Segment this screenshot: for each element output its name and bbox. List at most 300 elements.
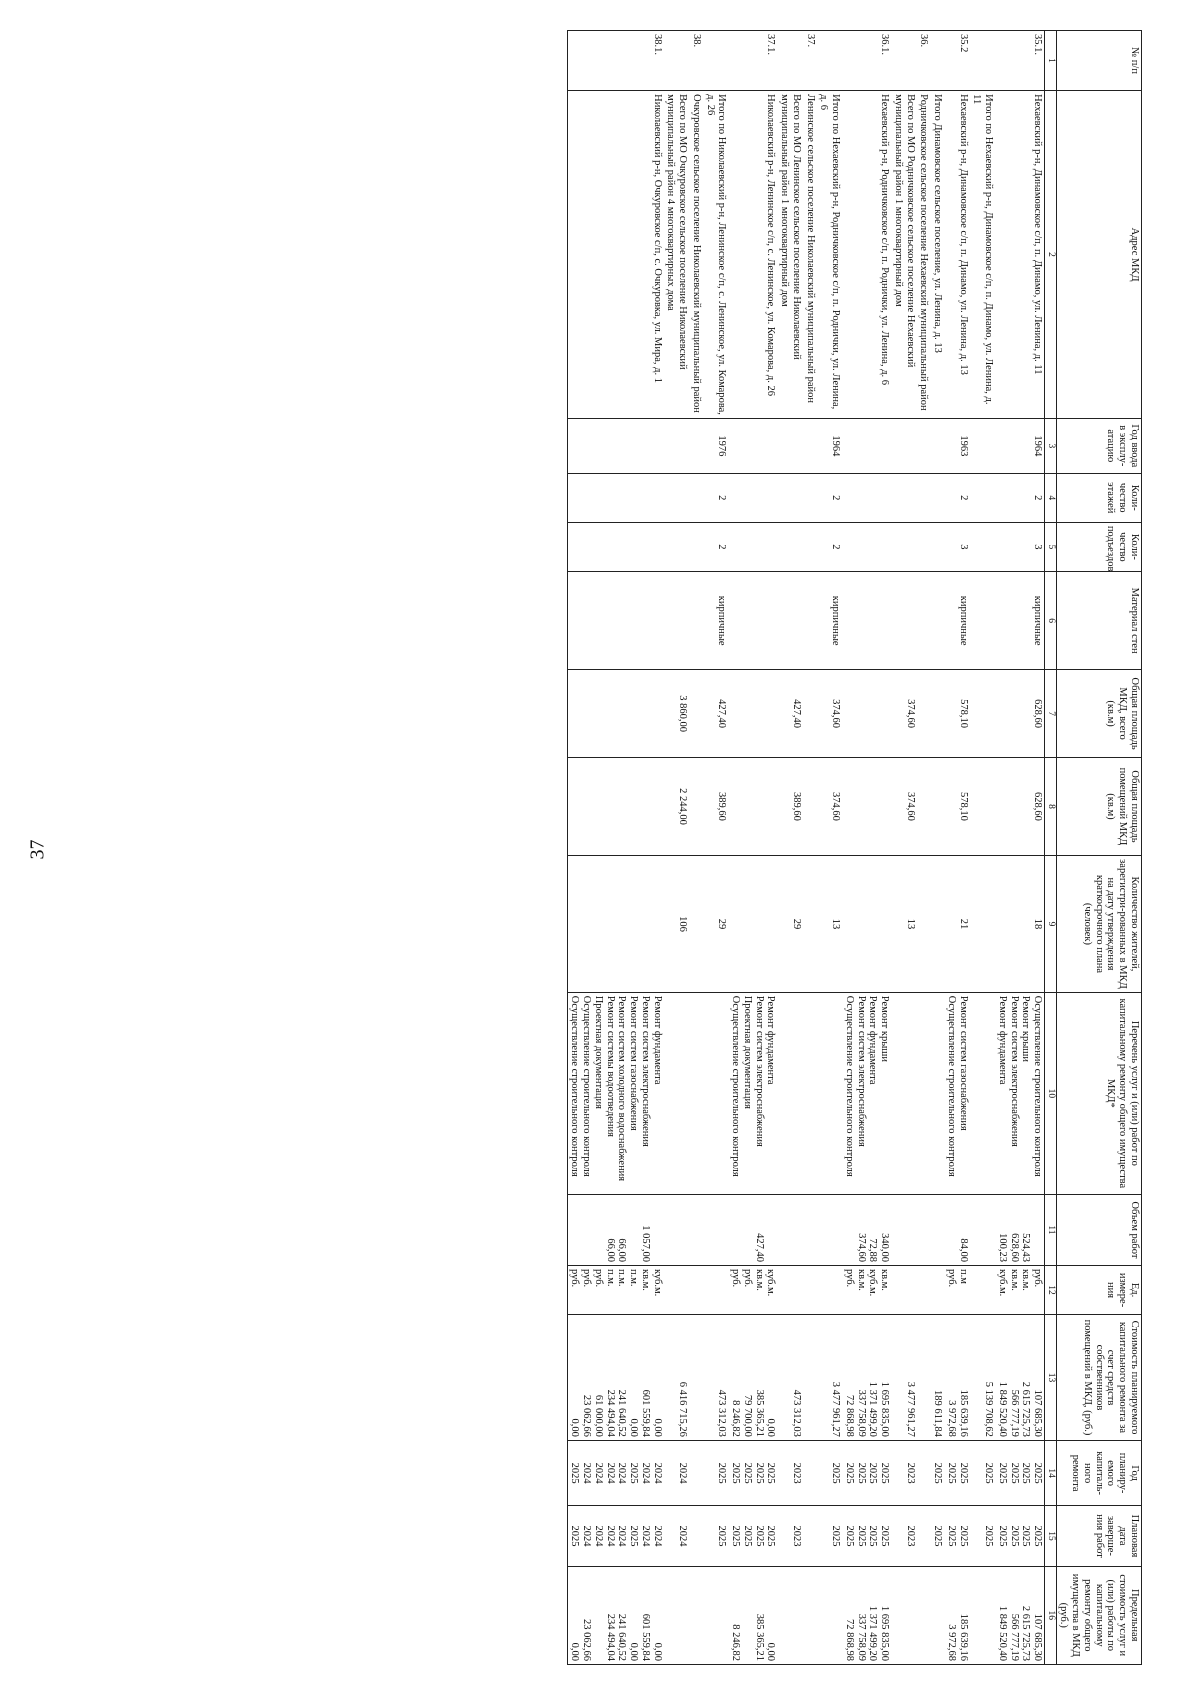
column-number: 11 bbox=[1045, 1194, 1057, 1265]
cost-cell bbox=[842, 1315, 891, 1441]
end-year-cell bbox=[944, 1506, 970, 1566]
cost-line: 473 312,03 bbox=[790, 1389, 802, 1437]
column-number: 7 bbox=[1045, 670, 1057, 757]
end-year-cell bbox=[728, 1506, 777, 1566]
residents-cell bbox=[970, 856, 996, 993]
volume-cell bbox=[891, 1194, 917, 1265]
wall-material-cell bbox=[689, 571, 703, 669]
volume-line: 84,00 bbox=[957, 1238, 969, 1262]
address-cell: Очкуровское сельское поселение Николаевский муниципальный район bbox=[689, 91, 703, 419]
works-line: Проектная документация bbox=[592, 995, 604, 1109]
limit-cost-line bbox=[790, 1570, 802, 1661]
works-cell bbox=[567, 992, 664, 1194]
address-cell: Всего по МО Родничковское сельское поселение Нехаевский муниципальный район 1 многоквартирный дом bbox=[891, 91, 917, 419]
volume-cell bbox=[995, 1194, 1045, 1265]
end-year-line: 2025 bbox=[855, 1525, 867, 1547]
plan-year-cell bbox=[664, 1440, 690, 1506]
end-year-cell bbox=[703, 1506, 729, 1566]
unit-line: п.м. bbox=[616, 1268, 628, 1287]
plan-year-cell bbox=[891, 1440, 917, 1506]
unit-line: руб. bbox=[1032, 1268, 1044, 1288]
works-cell bbox=[728, 992, 777, 1194]
volume-line bbox=[569, 1198, 581, 1262]
table-row bbox=[842, 31, 891, 1665]
unit-line: кв.м. bbox=[639, 1268, 651, 1291]
end-year-cell bbox=[777, 1506, 803, 1566]
works-cell bbox=[689, 992, 703, 1194]
plan-year-cell bbox=[995, 1440, 1045, 1506]
cost-line: 61 000,00 bbox=[592, 1394, 604, 1437]
total-area-cell: 578,10 bbox=[944, 670, 970, 757]
limit-cost-line bbox=[716, 1570, 728, 1661]
plan-year-line: 2024 bbox=[639, 1462, 651, 1484]
end-year-cell bbox=[930, 1506, 944, 1566]
wall-material-cell bbox=[728, 571, 777, 669]
limit-cost-line bbox=[592, 1570, 604, 1661]
volume-cell bbox=[777, 1194, 803, 1265]
entrances-cell bbox=[970, 522, 996, 571]
end-year-cell bbox=[689, 1506, 703, 1566]
unit-cell bbox=[689, 1265, 703, 1314]
plan-year-cell bbox=[930, 1440, 944, 1506]
floors-cell: 2 bbox=[703, 473, 729, 522]
unit-line: руб. bbox=[569, 1268, 581, 1288]
unit-cell bbox=[917, 1265, 931, 1314]
volume-cell bbox=[567, 1194, 664, 1265]
end-year-line: 2025 bbox=[830, 1525, 842, 1547]
limit-cost-cell bbox=[689, 1566, 703, 1664]
residents-cell bbox=[803, 856, 817, 993]
end-year-cell bbox=[567, 1506, 664, 1566]
works-line: Ремонт крыши bbox=[879, 995, 891, 1062]
limit-cost-line: 0,00 bbox=[651, 1642, 663, 1661]
plan-year-cell bbox=[944, 1440, 970, 1506]
limit-cost-cell bbox=[917, 1566, 931, 1664]
total-area-cell bbox=[689, 670, 703, 757]
end-year-line: 2024 bbox=[677, 1525, 689, 1547]
address-cell: Итого по Николаевский р-н, Ленинское с/п, с. Ленинское, ул. Комарова, д. 26 bbox=[703, 91, 729, 419]
row-number-cell bbox=[891, 31, 917, 91]
row-number-cell: 38. bbox=[689, 31, 703, 91]
unit-line: кв.м. bbox=[1020, 1268, 1032, 1291]
year-cell bbox=[917, 419, 931, 474]
plan-year-cell bbox=[970, 1440, 996, 1506]
plan-year-cell bbox=[777, 1440, 803, 1506]
works-line: Ремонт фундамента bbox=[996, 995, 1008, 1085]
works-line: Осуществление строительного контроля bbox=[730, 995, 742, 1177]
cost-line: 189 611,84 bbox=[932, 1389, 944, 1437]
header-cell: Ед. измере-ния bbox=[1056, 1265, 1141, 1314]
entrances-cell bbox=[930, 522, 944, 571]
volume-line bbox=[627, 1198, 639, 1262]
end-year-cell bbox=[970, 1506, 996, 1566]
works-line: Ремонт систем газоснабжения bbox=[957, 995, 969, 1131]
limit-cost-line bbox=[982, 1570, 994, 1661]
plan-year-line: 2025 bbox=[879, 1462, 891, 1484]
works-line: Ремонт фундамента bbox=[765, 995, 777, 1085]
entrances-cell bbox=[777, 522, 803, 571]
end-year-cell bbox=[664, 1506, 690, 1566]
volume-line: 66,00 bbox=[604, 1238, 616, 1262]
volume-line: 72,88 bbox=[867, 1238, 879, 1262]
limit-cost-line: 0,00 bbox=[569, 1642, 581, 1661]
unit-cell bbox=[703, 1265, 729, 1314]
year-cell bbox=[777, 419, 803, 474]
works-cell bbox=[842, 992, 891, 1194]
plan-year-line: 2025 bbox=[765, 1462, 777, 1484]
cost-line: 79 700,00 bbox=[741, 1394, 753, 1437]
end-year-line: 2025 bbox=[957, 1525, 969, 1547]
plan-year-cell bbox=[703, 1440, 729, 1506]
column-number: 1 bbox=[1045, 31, 1057, 91]
end-year-line: 2024 bbox=[651, 1525, 663, 1547]
rooms-area-cell: 389,60 bbox=[703, 757, 729, 855]
wall-material-cell bbox=[917, 571, 931, 669]
limit-cost-line: 385 365,21 bbox=[753, 1613, 765, 1661]
volume-cell bbox=[917, 1194, 931, 1265]
volume-line bbox=[843, 1198, 855, 1262]
volume-line bbox=[945, 1198, 957, 1262]
works-line: Ремонт систем электроснабжения bbox=[639, 995, 651, 1147]
year-cell: 1976 bbox=[703, 419, 729, 474]
wall-material-cell bbox=[970, 571, 996, 669]
volume-cell bbox=[728, 1194, 777, 1265]
address-cell: Нехаевский р-н, Родничковское с/п, п. Роднички, ул. Ленина, д. 6 bbox=[842, 91, 891, 419]
header-cell: Предельная стоимость услуг и (или) работы по капитальному ремонту общего имущества в МКД (руб.) bbox=[1056, 1566, 1141, 1664]
end-year-line: 2025 bbox=[716, 1525, 728, 1547]
limit-cost-line: 241 640,52 bbox=[616, 1613, 628, 1661]
header-cell: Объем работ bbox=[1056, 1194, 1141, 1265]
row-number-cell: 37. bbox=[803, 31, 817, 91]
limit-cost-cell bbox=[567, 1566, 664, 1664]
unit-line: п.м. bbox=[604, 1268, 616, 1287]
works-line: Осуществление строительного контроля bbox=[569, 995, 581, 1177]
residents-cell bbox=[567, 856, 664, 993]
table-row bbox=[777, 31, 803, 1665]
works-cell bbox=[930, 992, 944, 1194]
column-number: 3 bbox=[1045, 419, 1057, 474]
cost-line: 234 494,04 bbox=[604, 1389, 616, 1437]
limit-cost-line: 234 494,04 bbox=[604, 1613, 616, 1661]
floors-cell bbox=[664, 473, 690, 522]
table-row bbox=[567, 31, 664, 1665]
table-row bbox=[995, 31, 1045, 1665]
header-cell: Количество жителей, зарегистри-рованных в МКД на дату утверждения краткосрочного плана (человек) bbox=[1056, 856, 1141, 993]
row-number-cell bbox=[703, 31, 729, 91]
cost-cell bbox=[817, 1315, 843, 1441]
end-year-line: 2025 bbox=[1032, 1525, 1044, 1547]
works-line: Ремонт систем холодного водоснабжения bbox=[616, 995, 628, 1182]
end-year-line: 2025 bbox=[983, 1525, 995, 1547]
cost-line: 566 777,19 bbox=[1008, 1389, 1020, 1437]
row-number-cell bbox=[970, 31, 996, 91]
plan-year-line: 2025 bbox=[730, 1462, 742, 1484]
works-line: Проектная документация bbox=[741, 995, 753, 1109]
plan-year-line: 2025 bbox=[569, 1462, 581, 1484]
plan-year-line: 2025 bbox=[741, 1462, 753, 1484]
column-number: 13 bbox=[1045, 1315, 1057, 1441]
rooms-area-cell bbox=[728, 757, 777, 855]
entrances-cell bbox=[842, 522, 891, 571]
end-year-line: 2025 bbox=[741, 1525, 753, 1547]
end-year-line: 2024 bbox=[581, 1525, 593, 1547]
row-number-cell bbox=[817, 31, 843, 91]
total-area-cell bbox=[567, 670, 664, 757]
works-line: Осуществление строительного контроля bbox=[581, 995, 593, 1177]
works-line: Ремонт систем электроснабжения bbox=[1008, 995, 1020, 1147]
unit-cell bbox=[803, 1265, 817, 1314]
unit-cell bbox=[842, 1265, 891, 1314]
entrances-cell bbox=[728, 522, 777, 571]
column-number: 4 bbox=[1045, 473, 1057, 522]
column-number: 16 bbox=[1045, 1566, 1057, 1664]
plan-year-line: 2025 bbox=[628, 1462, 640, 1484]
entrances-cell bbox=[891, 522, 917, 571]
volume-line bbox=[1031, 1198, 1043, 1262]
cost-cell bbox=[944, 1315, 970, 1441]
residents-cell: 18 bbox=[995, 856, 1045, 993]
table-header bbox=[1045, 31, 1142, 1665]
year-cell: 1964 bbox=[995, 419, 1045, 474]
limit-cost-line bbox=[904, 1570, 916, 1661]
year-cell bbox=[664, 419, 690, 474]
floors-cell: 2 bbox=[944, 473, 970, 522]
cost-cell bbox=[689, 1315, 703, 1441]
row-number-cell: 36.1. bbox=[842, 31, 891, 91]
end-year-cell bbox=[842, 1506, 891, 1566]
end-year-cell bbox=[995, 1506, 1045, 1566]
unit-line: куб.м. bbox=[651, 1268, 663, 1297]
volume-line: 628,60 bbox=[1008, 1233, 1020, 1262]
cost-line: 337 758,09 bbox=[855, 1389, 867, 1437]
works-line: Ремонт систем газоснабжения bbox=[628, 995, 640, 1131]
floors-cell bbox=[917, 473, 931, 522]
plan-year-line: 2025 bbox=[843, 1462, 855, 1484]
plan-year-line: 2025 bbox=[716, 1462, 728, 1484]
works-line: Осуществление строительного контроля bbox=[1032, 995, 1044, 1177]
total-area-cell bbox=[917, 670, 931, 757]
plan-year-line: 2024 bbox=[616, 1462, 628, 1484]
unit-line: п.м. bbox=[628, 1268, 640, 1287]
total-area-cell: 628,60 bbox=[995, 670, 1045, 757]
limit-cost-line: 72 868,98 bbox=[843, 1619, 855, 1661]
total-area-cell bbox=[842, 670, 891, 757]
column-number: 10 bbox=[1045, 992, 1057, 1194]
end-year-cell bbox=[803, 1506, 817, 1566]
works-cell bbox=[803, 992, 817, 1194]
cost-line: 107 685,30 bbox=[1032, 1389, 1044, 1437]
cost-line: 0,00 bbox=[628, 1418, 640, 1437]
row-number-cell bbox=[664, 31, 690, 91]
works-line: Ремонт системы водоотведения bbox=[604, 995, 616, 1137]
plan-year-line: 2025 bbox=[1020, 1462, 1032, 1484]
table-row bbox=[817, 31, 843, 1665]
rooms-area-cell: 628,60 bbox=[995, 757, 1045, 855]
address-cell: Итого Динамовское сельское поселение, ул. Ленина, д. 13 bbox=[930, 91, 944, 419]
unit-line: руб. bbox=[945, 1268, 957, 1288]
wall-material-cell bbox=[803, 571, 817, 669]
cost-line: 5 139 708,62 bbox=[983, 1381, 995, 1437]
end-year-line: 2025 bbox=[932, 1525, 944, 1547]
table-body bbox=[567, 31, 1045, 1665]
limit-cost-cell bbox=[703, 1566, 729, 1664]
volume-cell bbox=[970, 1194, 996, 1265]
plan-year-line: 2024 bbox=[677, 1462, 689, 1484]
wall-material-cell bbox=[930, 571, 944, 669]
floors-cell bbox=[891, 473, 917, 522]
cost-line: 3 477 961,27 bbox=[830, 1381, 842, 1437]
works-cell bbox=[817, 992, 843, 1194]
floors-cell bbox=[842, 473, 891, 522]
column-number: 14 bbox=[1045, 1440, 1057, 1506]
end-year-line: 2024 bbox=[639, 1525, 651, 1547]
cost-line: 1 371 499,20 bbox=[867, 1381, 879, 1437]
year-cell bbox=[803, 419, 817, 474]
unit-line: кв.м. bbox=[879, 1268, 891, 1291]
year-cell bbox=[567, 419, 664, 474]
unit-line: руб. bbox=[581, 1268, 593, 1288]
rooms-area-cell: 374,60 bbox=[891, 757, 917, 855]
cost-line: 2 615 725,73 bbox=[1020, 1381, 1032, 1437]
residents-cell bbox=[728, 856, 777, 993]
row-number-cell: 37.1. bbox=[728, 31, 777, 91]
repair-plan-table bbox=[567, 30, 1142, 1665]
column-number: 8 bbox=[1045, 757, 1057, 855]
cost-line: 3 972,68 bbox=[945, 1400, 957, 1437]
limit-cost-cell bbox=[930, 1566, 944, 1664]
address-cell: Итого по Нехаевский р-н, Динамовское с/п, п. Динамо, ул. Ленина, д. 11 bbox=[970, 91, 996, 419]
unit-line: руб. bbox=[741, 1268, 753, 1288]
unit-line: кв.м. bbox=[753, 1268, 765, 1291]
unit-line: куб.м. bbox=[867, 1268, 879, 1297]
plan-year-line: 2025 bbox=[855, 1462, 867, 1484]
cost-line: 473 312,03 bbox=[716, 1389, 728, 1437]
rooms-area-cell: 389,60 bbox=[777, 757, 803, 855]
works-cell bbox=[891, 992, 917, 1194]
entrances-cell: 2 bbox=[703, 522, 729, 571]
limit-cost-line: 0,00 bbox=[628, 1642, 640, 1661]
cost-line: 8 246,82 bbox=[730, 1400, 742, 1437]
rooms-area-cell bbox=[930, 757, 944, 855]
works-line: Ремонт фундамента bbox=[867, 995, 879, 1085]
cost-line: 0,00 bbox=[765, 1418, 777, 1437]
cost-line: 601 559,84 bbox=[639, 1389, 651, 1437]
end-year-line: 2025 bbox=[1020, 1525, 1032, 1547]
wall-material-cell bbox=[777, 571, 803, 669]
residents-cell: 13 bbox=[817, 856, 843, 993]
entrances-cell bbox=[803, 522, 817, 571]
column-number: 9 bbox=[1045, 856, 1057, 993]
cost-line: 3 477 961,27 bbox=[904, 1381, 916, 1437]
unit-line: п.м bbox=[957, 1268, 969, 1284]
year-cell bbox=[689, 419, 703, 474]
address-cell: Николаевский р-н, Очкуровское с/п, с. Очкуровка, ул. Мира, д. 1 bbox=[567, 91, 664, 419]
header-cell: Плановая дата заверше-ния работ bbox=[1056, 1506, 1141, 1566]
table-row bbox=[703, 31, 729, 1665]
works-line: Ремонт крыши bbox=[1020, 995, 1032, 1062]
table-row bbox=[664, 31, 690, 1665]
residents-cell bbox=[689, 856, 703, 993]
table-row bbox=[728, 31, 777, 1665]
column-number: 5 bbox=[1045, 522, 1057, 571]
year-cell bbox=[970, 419, 996, 474]
limit-cost-cell bbox=[777, 1566, 803, 1664]
cost-line: 1 849 520,40 bbox=[996, 1381, 1008, 1437]
volume-line bbox=[765, 1198, 777, 1262]
floors-cell bbox=[777, 473, 803, 522]
volume-line: 1 057,00 bbox=[639, 1225, 651, 1262]
header-cell: Год планиру-емого капиталь-ного ремонта bbox=[1056, 1440, 1141, 1506]
unit-line: руб. bbox=[843, 1268, 855, 1288]
volume-line: 340,00 bbox=[879, 1233, 891, 1262]
wall-material-cell bbox=[567, 571, 664, 669]
header-cell: Материал стен bbox=[1056, 571, 1141, 669]
entrances-cell: 2 bbox=[817, 522, 843, 571]
rooms-area-cell bbox=[970, 757, 996, 855]
year-cell bbox=[728, 419, 777, 474]
rooms-area-cell bbox=[567, 757, 664, 855]
limit-cost-line: 3 972,68 bbox=[945, 1624, 957, 1661]
cost-cell bbox=[664, 1315, 690, 1441]
plan-year-cell bbox=[917, 1440, 931, 1506]
unit-line: куб.м. bbox=[765, 1268, 777, 1297]
unit-cell bbox=[995, 1265, 1045, 1314]
cost-cell bbox=[567, 1315, 664, 1441]
floors-cell bbox=[689, 473, 703, 522]
limit-cost-cell bbox=[817, 1566, 843, 1664]
header-cell: Коли-чество подъездов bbox=[1056, 522, 1141, 571]
cost-line: 241 640,52 bbox=[616, 1389, 628, 1437]
end-year-line: 2024 bbox=[604, 1525, 616, 1547]
header-cell: Перечень услуг и (или) работ по капитальному ремонту общего имущества МКД* bbox=[1056, 992, 1141, 1194]
works-cell bbox=[777, 992, 803, 1194]
residents-cell: 29 bbox=[703, 856, 729, 993]
address-cell: Нехаевский р-н, Динамовское с/п, п. Динамо, ул. Ленина, д. 11 bbox=[995, 91, 1045, 419]
unit-cell bbox=[891, 1265, 917, 1314]
end-year-line: 2025 bbox=[945, 1525, 957, 1547]
limit-cost-line: 337 758,09 bbox=[855, 1613, 867, 1661]
cost-cell bbox=[703, 1315, 729, 1441]
row-number-cell: 35.1. bbox=[995, 31, 1045, 91]
limit-cost-cell bbox=[728, 1566, 777, 1664]
end-year-line: 2025 bbox=[569, 1525, 581, 1547]
residents-cell bbox=[917, 856, 931, 993]
total-area-cell bbox=[970, 670, 996, 757]
row-number-cell bbox=[777, 31, 803, 91]
plan-year-line: 2023 bbox=[904, 1462, 916, 1484]
wall-material-cell bbox=[664, 571, 690, 669]
rooms-area-cell: 374,60 bbox=[817, 757, 843, 855]
floors-cell: 2 bbox=[995, 473, 1045, 522]
residents-cell: 106 bbox=[664, 856, 690, 993]
rotated-table-container bbox=[67, 30, 1142, 1665]
volume-cell bbox=[703, 1194, 729, 1265]
plan-year-cell bbox=[728, 1440, 777, 1506]
works-cell bbox=[917, 992, 931, 1194]
volume-line: 66,00 bbox=[616, 1238, 628, 1262]
unit-line: кв.м. bbox=[1008, 1268, 1020, 1291]
unit-cell bbox=[944, 1265, 970, 1314]
rooms-area-cell bbox=[689, 757, 703, 855]
end-year-line: 2025 bbox=[879, 1525, 891, 1547]
volume-line bbox=[651, 1198, 663, 1262]
row-number-cell bbox=[930, 31, 944, 91]
end-year-line: 2025 bbox=[843, 1525, 855, 1547]
entrances-cell: 3 bbox=[944, 522, 970, 571]
end-year-line: 2025 bbox=[996, 1525, 1008, 1547]
cost-line: 23 062,66 bbox=[581, 1394, 593, 1437]
plan-year-line: 2023 bbox=[790, 1462, 802, 1484]
